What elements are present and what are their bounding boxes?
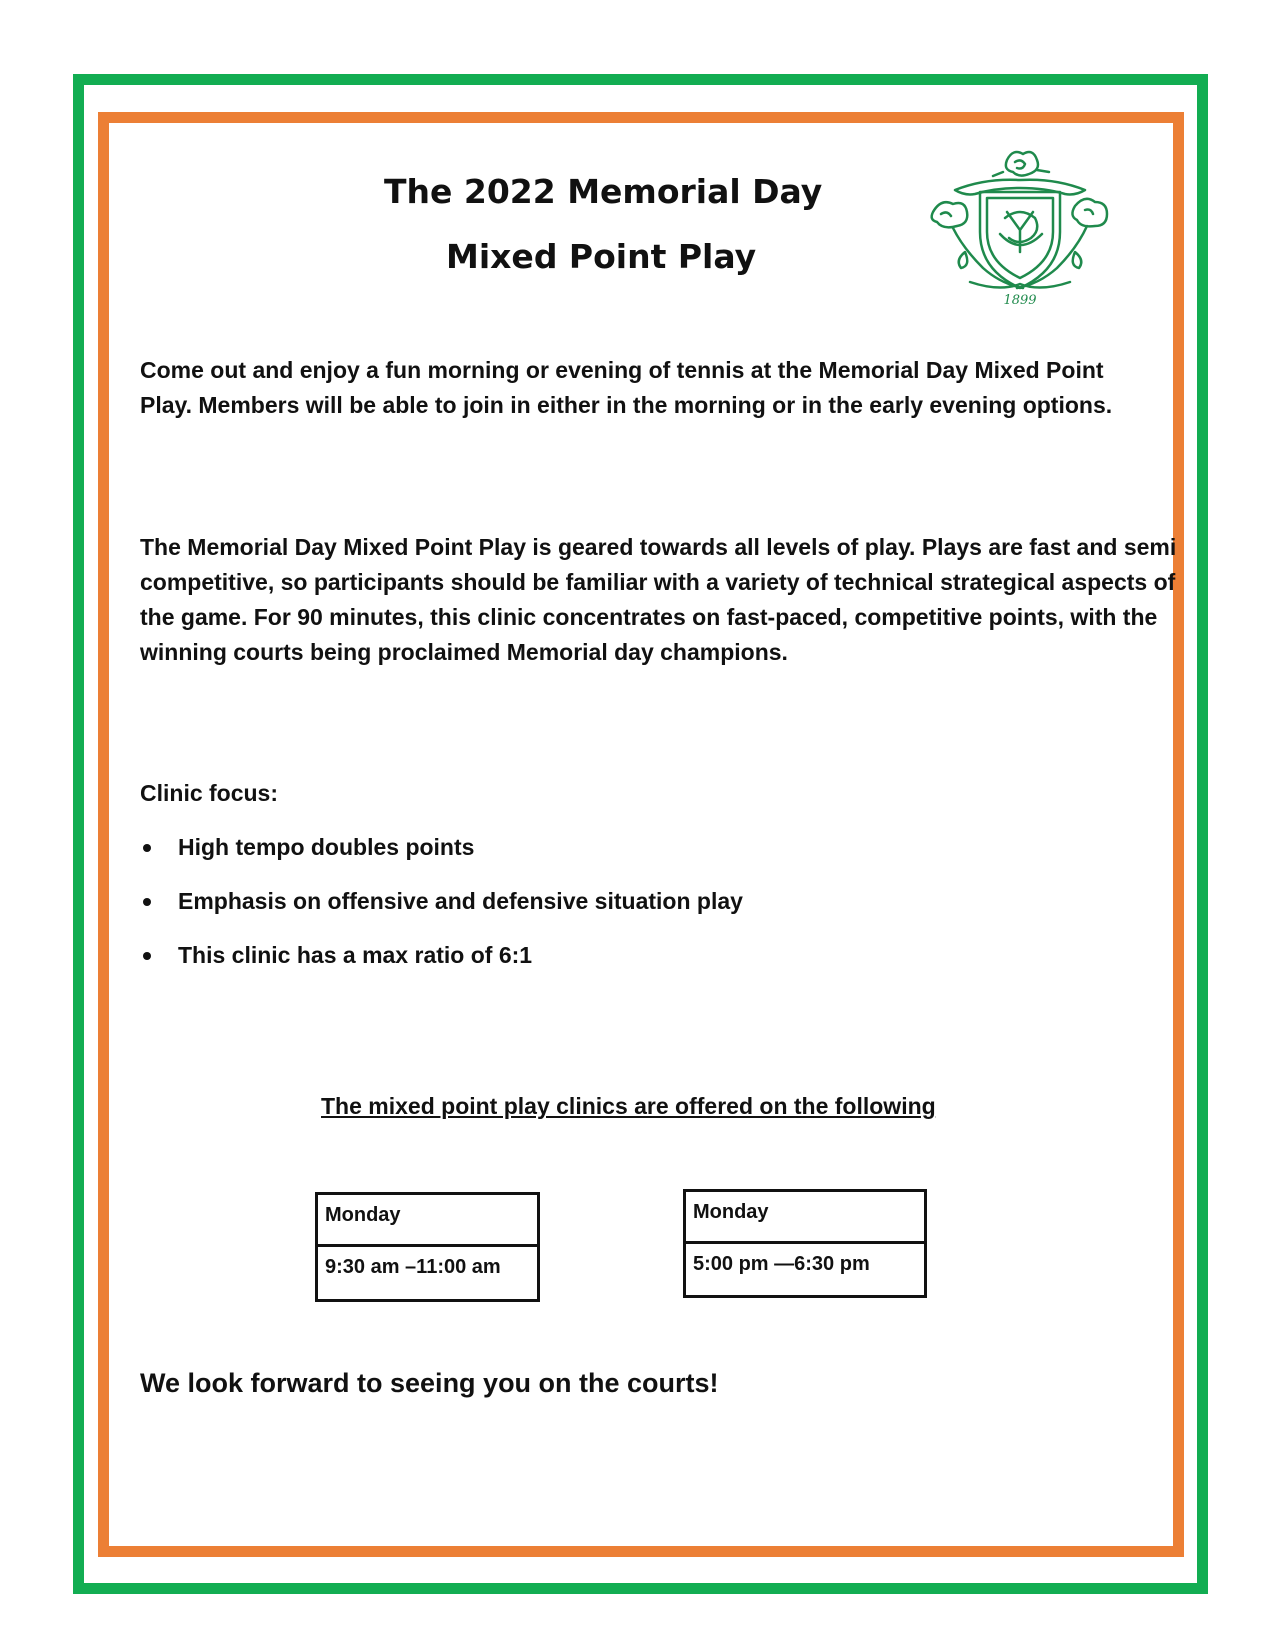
description-paragraph: The Memorial Day Mixed Point Play is geared towards all levels of play. Plays are fast and semi competitive, so participants should be familiar with a variety of technical strategical aspects of the game. For 90 minutes, this clinic concentrates on fast-paced, competitive points, with the winning courts being proclaimed Memorial day champions. [140,534,1177,665]
list-item [140,832,743,886]
session-day: Monday [686,1192,924,1244]
list-item-text: This clinic has a max ratio of 6:1 [178,942,533,968]
clinic-focus-heading: Clinic focus: [140,780,279,806]
session-day: Monday [318,1195,537,1247]
closing-message: We look forward to seeing you on the courts! [140,1368,719,1398]
bullet-icon [143,952,151,960]
list-item [140,886,743,940]
list-item-text: High tempo doubles points [178,834,475,860]
clinic-focus-list [140,832,743,994]
evening-session-box [683,1189,927,1298]
schedule-heading: The mixed point play clinics are offered on the following [321,1093,936,1119]
page-title-line-1: The 2022 Memorial Day [384,172,823,211]
session-time: 9:30 am –11:00 am [325,1256,501,1278]
list-item [140,940,743,994]
intro-paragraph: Come out and enjoy a fun morning or evening of tennis at the Memorial Day Mixed Point Play. Members will be able to join in either in the morning or in the early evening options. [140,357,1113,418]
bullet-icon [143,898,151,906]
session-time: 5:00 pm —6:30 pm [693,1252,870,1275]
list-item-text: Emphasis on offensive and defensive situation play [178,888,743,914]
bullet-icon [143,844,151,852]
morning-session-box [315,1192,540,1302]
page-title-line-2: Mixed Point Play [446,237,757,276]
club-crest-icon [925,142,1115,312]
svg-text:1899: 1899 [1003,293,1037,308]
